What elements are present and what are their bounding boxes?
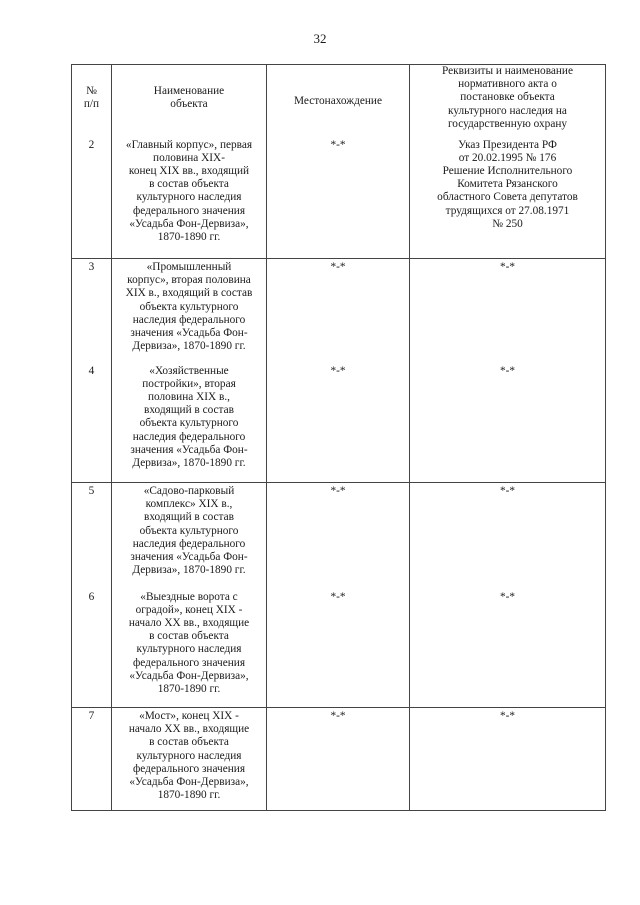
row-requisites: *-*: [410, 259, 606, 363]
row-requisites: *-*: [410, 483, 606, 589]
row-object-name: «Выездные ворота с оградой», конец XIX - начало XX вв., входящие в состав объекта культурного наследия федерального значения «Усадьба Фон-Дервиза», 1870-1890 гг.: [112, 589, 267, 708]
header-number: № п/п: [72, 65, 112, 137]
row-number: 6: [72, 589, 112, 708]
table-header-row: [72, 65, 606, 137]
table-row: [72, 259, 606, 363]
table-row: [72, 483, 606, 589]
table-row: [72, 708, 606, 811]
table-row: [72, 589, 606, 708]
row-location: *-*: [267, 137, 410, 259]
row-requisites: *-*: [410, 363, 606, 483]
row-requisites: *-*: [410, 708, 606, 811]
table-row: [72, 363, 606, 483]
heritage-objects-table: [71, 64, 606, 811]
row-number: 7: [72, 708, 112, 811]
row-number: 3: [72, 259, 112, 363]
row-object-name: «Хозяйственные постройки», вторая половина XIX в., входящий в состав объекта культурного наследия федерального значения «Усадьба Фон- Дервиза», 1870-1890 гг.: [112, 363, 267, 483]
row-location: *-*: [267, 259, 410, 363]
header-object-name: Наименование объекта: [112, 65, 267, 137]
row-location: *-*: [267, 483, 410, 589]
row-number: 2: [72, 137, 112, 259]
header-requisites: Реквизиты и наименование нормативного акта о постановке объекта культурного наследия на государственную охрану: [410, 65, 606, 137]
row-location: *-*: [267, 589, 410, 708]
table-row: [72, 137, 606, 259]
row-requisites: *-*: [410, 589, 606, 708]
row-location: *-*: [267, 363, 410, 483]
row-object-name: «Мост», конец XIX - начало XX вв., входящие в состав объекта культурного наследия федерального значения «Усадьба Фон-Дервиза», 1870-1890 гг.: [112, 708, 267, 811]
row-requisites: Указ Президента РФ от 20.02.1995 № 176 Решение Исполнительного Комитета Рязанского областного Совета депутатов трудящихся от 27.08.1971 № 250: [410, 137, 606, 259]
page-number: 32: [313, 31, 327, 46]
row-object-name: «Главный корпус», первая половина XIX- конец XIX вв., входящий в состав объекта культурного наследия федерального значения «Усадьба Фон-Дервиза», 1870-1890 гг.: [112, 137, 267, 259]
row-location: *-*: [267, 708, 410, 811]
row-object-name: «Садово-парковый комплекс» XIX в., входящий в состав объекта культурного наследия федерального значения «Усадьба Фон- Дервиза», 1870-1890 гг.: [112, 483, 267, 589]
row-object-name: «Промышленный корпус», вторая половина XIX в., входящий в состав объекта культурного наследия федерального значения «Усадьба Фон- Дервиза», 1870-1890 гг.: [112, 259, 267, 363]
row-number: 4: [72, 363, 112, 483]
header-location: Местонахождение: [267, 65, 410, 137]
row-number: 5: [72, 483, 112, 589]
